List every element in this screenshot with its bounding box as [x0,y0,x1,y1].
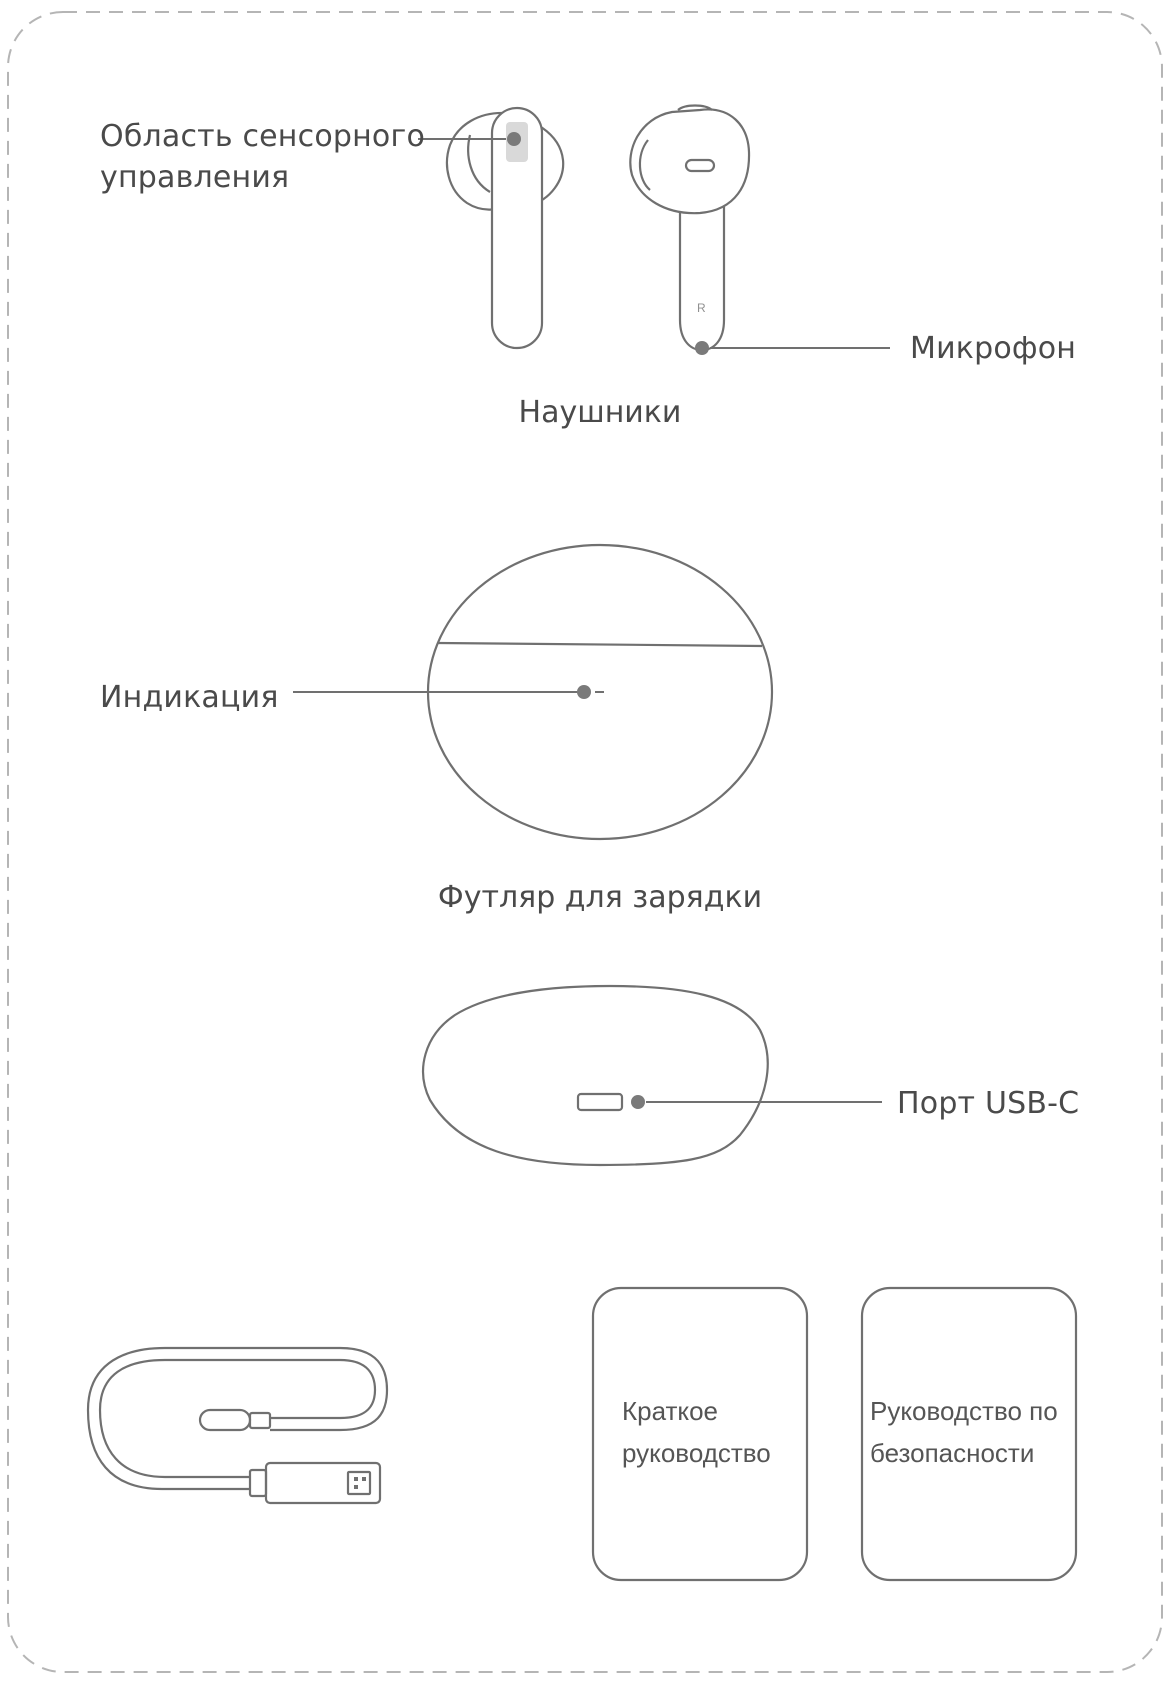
quick-guide-text-line2: руководство [622,1438,771,1468]
usb-port-dot [631,1095,645,1109]
touch-area-dot [507,132,521,146]
charging-case-caption: Футляр для зарядки [437,880,763,915]
usb-port-label: Порт USB-C [897,1086,1080,1121]
earbud-r-mark: R [697,301,706,315]
microphone-dot [695,341,709,355]
usb-cable-icon [88,1348,387,1503]
charging-case-bottom-icon [423,986,768,1165]
indicator-dot [577,685,591,699]
right-earbud-icon [630,106,749,351]
microphone-label: Микрофон [910,331,1077,366]
left-earbud-icon [447,108,563,348]
safety-guide-text-line2: безопасности [870,1438,1035,1468]
quick-guide-text-line1: Краткое [622,1396,718,1426]
touch-area-label-line1: Область сенсорного [100,119,426,154]
indicator-label: Индикация [100,680,279,715]
safety-guide-text-line1: Руководство по [870,1396,1058,1426]
touch-area-label-line2: управления [100,160,290,195]
earbuds-caption: Наушники [518,395,682,430]
